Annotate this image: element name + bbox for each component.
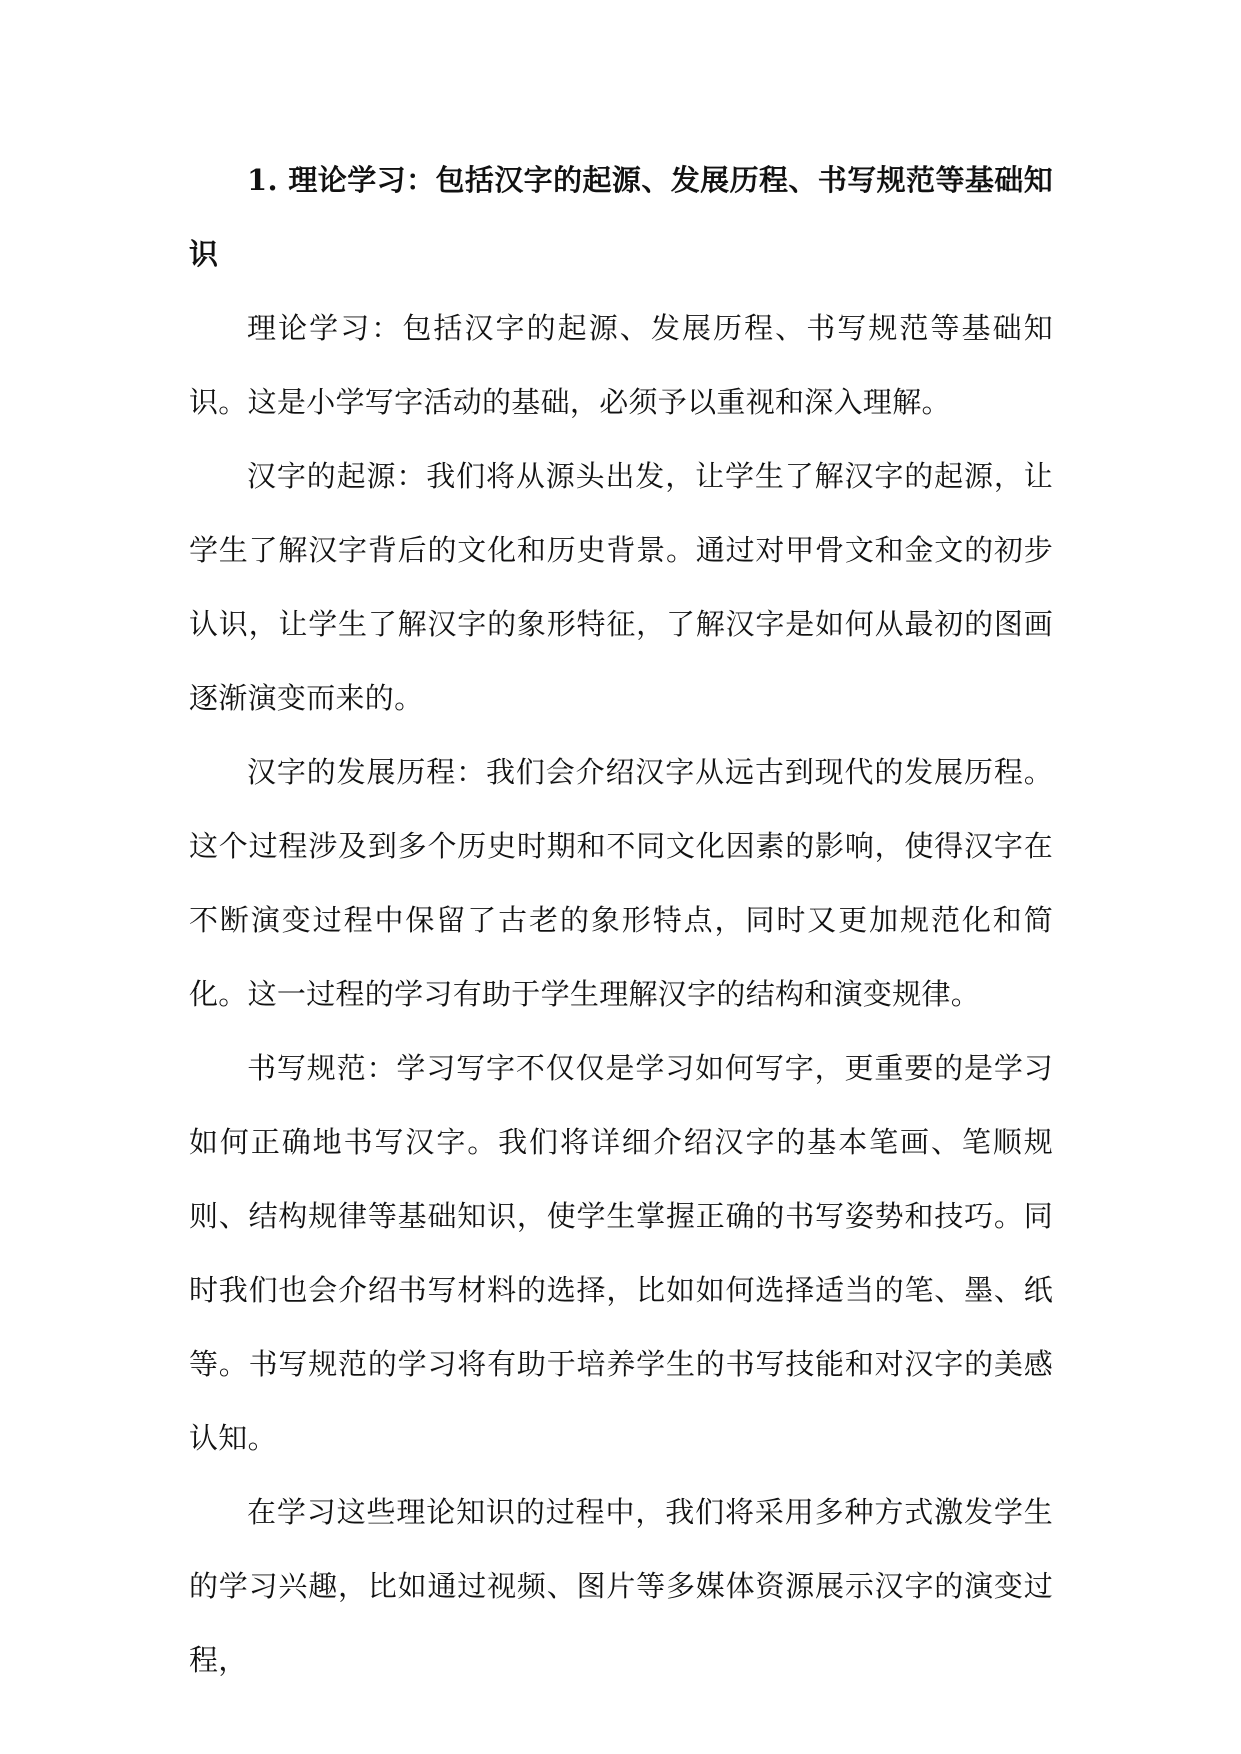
paragraph-intro: 理论学习：包括汉字的起源、发展历程、书写规范等基础知识。这是小学写字活动的基础，必须予以重视和深入理解。	[189, 311, 1053, 419]
paragraph-learning-methods: 在学习这些理论知识的过程中，我们将采用多种方式激发学生的学习兴趣，比如通过视频、图片等多媒体资源展示汉字的演变过程，	[189, 1495, 1053, 1677]
document-body	[189, 143, 1053, 1697]
paragraph-development: 汉字的发展历程：我们会介绍汉字从远古到现代的发展历程。这个过程涉及到多个历史时期和不同文化因素的影响，使得汉字在不断演变过程中保留了古老的象形特点，同时又更加规范化和简化。这一过程的学习有助于学生理解汉字的结构和演变规律。	[189, 755, 1053, 1011]
paragraph-origin: 汉字的起源：我们将从源头出发，让学生了解汉字的起源，让学生了解汉字背后的文化和历史背景。通过对甲骨文和金文的初步认识，让学生了解汉字的象形特征，了解汉字是如何从最初的图画逐渐演变而来的。	[189, 459, 1053, 715]
section-heading: 1. 理论学习：包括汉字的起源、发展历程、书写规范等基础知识	[189, 163, 1053, 271]
paragraph-writing-norms: 书写规范：学习写字不仅仅是学习如何写字，更重要的是学习如何正确地书写汉字。我们将详细介绍汉字的基本笔画、笔顺规则、结构规律等基础知识，使学生掌握正确的书写姿势和技巧。同时我们也会介绍书写材料的选择，比如如何选择适当的笔、墨、纸等。书写规范的学习将有助于培养学生的书写技能和对汉字的美感认知。	[189, 1051, 1053, 1455]
